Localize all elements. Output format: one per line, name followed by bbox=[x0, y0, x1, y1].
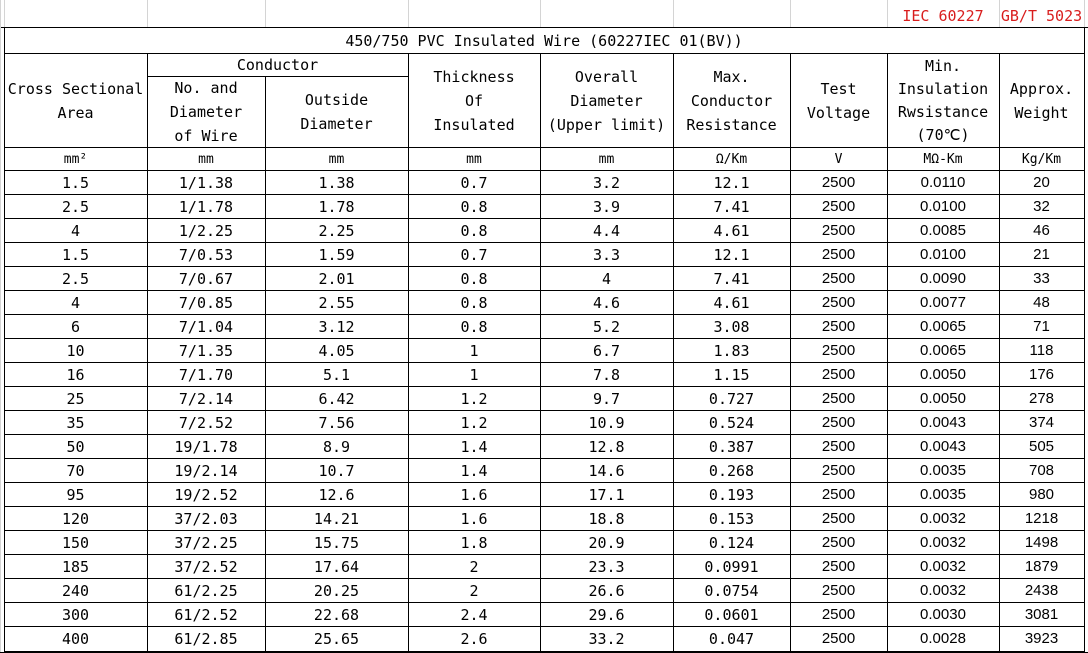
table-cell: 33 bbox=[1033, 269, 1050, 287]
table-cell: 1.59 bbox=[318, 245, 355, 264]
table-cell: 2500 bbox=[821, 245, 856, 263]
table-cell: 2500 bbox=[821, 509, 856, 527]
table-cell: 185 bbox=[61, 557, 90, 576]
table-cell: 1/1.38 bbox=[178, 173, 234, 192]
table-cell: 10.7 bbox=[318, 461, 355, 480]
table-cell: 9.7 bbox=[592, 389, 621, 408]
table-cell: 300 bbox=[61, 605, 90, 624]
table-cell: 0.8 bbox=[460, 269, 488, 288]
table-cell: 2500 bbox=[821, 533, 856, 551]
table-cell: 0.0065 bbox=[920, 317, 966, 335]
table-title: 450/750 PVC Insulated Wire (60227IEC 01(BV)) bbox=[345, 32, 743, 50]
table-cell: 374 bbox=[1028, 413, 1055, 431]
table-cell: 0.0043 bbox=[920, 437, 966, 455]
table-cell: 1.15 bbox=[713, 365, 750, 384]
table-cell: 0.0065 bbox=[920, 341, 966, 359]
table-cell: 61/2.85 bbox=[174, 629, 238, 648]
table-cell: 33.2 bbox=[588, 629, 625, 648]
table-cell: 3.08 bbox=[713, 317, 750, 336]
table-cell: 4 bbox=[70, 293, 81, 312]
table-cell: 23.3 bbox=[588, 557, 625, 576]
table-cell: 1.5 bbox=[61, 173, 90, 192]
unit-cell: mm bbox=[466, 151, 482, 167]
table-cell: 4.61 bbox=[713, 293, 750, 312]
table-cell: 18.8 bbox=[588, 509, 625, 528]
table-cell: 3.3 bbox=[592, 245, 621, 264]
table-cell: 0.727 bbox=[708, 389, 755, 408]
header-thickness-insulated-line: Thickness bbox=[433, 67, 515, 86]
table-cell: 2500 bbox=[821, 389, 856, 407]
table-right-border bbox=[1084, 28, 1085, 652]
table-cell: 7.41 bbox=[713, 269, 750, 288]
table-cell: 2.01 bbox=[318, 269, 355, 288]
table-cell: 7/0.67 bbox=[178, 269, 234, 288]
header-test-voltage-line: Voltage bbox=[806, 103, 871, 122]
header-no-diameter-of-wire bbox=[147, 76, 265, 147]
table-cell: 4 bbox=[601, 269, 612, 288]
table-cell: 0.0110 bbox=[920, 173, 966, 191]
table-cell: 19/2.14 bbox=[174, 461, 238, 480]
table-cell: 0.387 bbox=[708, 437, 755, 456]
header-max-conductor-resistance-line: Conductor bbox=[690, 91, 773, 110]
header-test-voltage-line: Test bbox=[820, 79, 857, 98]
sheet-left-edge bbox=[0, 0, 1, 653]
table-cell: 1/2.25 bbox=[178, 221, 234, 240]
table-cell: 2500 bbox=[821, 581, 856, 599]
table-cell: 1.2 bbox=[460, 389, 488, 408]
table-cell: 1.8 bbox=[460, 533, 488, 552]
header-outside-diameter-line: Diameter bbox=[300, 114, 373, 133]
table-cell: 1498 bbox=[1024, 533, 1059, 551]
header-min-insulation-resistance-line: Min. bbox=[924, 56, 962, 75]
table-cell: 19/2.52 bbox=[174, 485, 238, 504]
table-cell: 4.4 bbox=[592, 221, 621, 240]
table-cell: 22.68 bbox=[313, 605, 360, 624]
table-cell: 3.2 bbox=[592, 173, 621, 192]
table-cell: 240 bbox=[61, 581, 90, 600]
table-cell: 0.0032 bbox=[920, 581, 966, 599]
table-cell: 2500 bbox=[821, 269, 856, 287]
table-cell: 2500 bbox=[821, 605, 856, 623]
header-approx-weight-line: Approx. bbox=[1009, 79, 1074, 98]
table-cell: 61/2.52 bbox=[174, 605, 238, 624]
table-cell: 0.0754 bbox=[704, 581, 759, 600]
table-cell: 3923 bbox=[1024, 629, 1059, 647]
header-thickness-insulated-line: Of bbox=[464, 91, 484, 110]
header-no-diameter-of-wire-line: No. and bbox=[174, 78, 238, 97]
conductor-group-header: Conductor bbox=[236, 56, 319, 74]
table-cell: 0.0032 bbox=[920, 557, 966, 575]
table-cell: 48 bbox=[1033, 293, 1050, 311]
table-cell: 0.0991 bbox=[704, 557, 759, 576]
table-cell: 1879 bbox=[1024, 557, 1059, 575]
table-cell: 7/1.35 bbox=[178, 341, 234, 360]
header-no-diameter-of-wire-line: Diameter bbox=[169, 102, 243, 121]
table-cell: 2500 bbox=[821, 341, 856, 359]
table-cell: 7.8 bbox=[592, 365, 621, 384]
table-cell: 2 bbox=[469, 557, 479, 576]
table-cell: 2.55 bbox=[318, 293, 355, 312]
table-cell: 95 bbox=[66, 485, 85, 504]
unit-cell: mm bbox=[598, 151, 615, 167]
table-cell: 25 bbox=[66, 389, 85, 408]
table-cell: 14.21 bbox=[313, 509, 360, 528]
table-cell: 4.61 bbox=[713, 221, 750, 240]
header-max-conductor-resistance bbox=[673, 54, 790, 147]
table-cell: 0.0030 bbox=[920, 605, 966, 623]
table-cell: 1.6 bbox=[460, 485, 488, 504]
standard-iec-label: IEC 60227 bbox=[902, 7, 984, 25]
cell-gridline bbox=[265, 0, 266, 28]
table-cell: 0.524 bbox=[708, 413, 755, 432]
header-min-insulation-resistance-line: (70℃) bbox=[916, 125, 970, 144]
table-cell: 7/0.53 bbox=[178, 245, 234, 264]
unit-cell: mm² bbox=[63, 151, 88, 167]
cell-gridline bbox=[540, 0, 541, 28]
table-cell: 0.0028 bbox=[920, 629, 966, 647]
table-cell: 71 bbox=[1033, 317, 1050, 335]
table-cell: 6.7 bbox=[592, 341, 621, 360]
table-cell: 176 bbox=[1028, 365, 1055, 383]
header-test-voltage bbox=[790, 54, 887, 147]
table-cell: 2500 bbox=[821, 485, 856, 503]
table-cell: 17.64 bbox=[313, 557, 360, 576]
table-cell: 25.65 bbox=[313, 629, 360, 648]
table-cell: 0.8 bbox=[460, 293, 488, 312]
table-cell: 12.6 bbox=[318, 485, 355, 504]
table-cell: 4.6 bbox=[592, 293, 621, 312]
table-cell: 1.4 bbox=[460, 437, 488, 456]
table-cell: 0.0032 bbox=[920, 509, 966, 527]
table-cell: 2438 bbox=[1024, 581, 1059, 599]
table-cell: 0.0090 bbox=[920, 269, 966, 287]
table-cell: 0.8 bbox=[460, 221, 488, 240]
table-cell: 50 bbox=[66, 437, 85, 456]
header-approx-weight bbox=[999, 54, 1084, 147]
table-cell: 3.12 bbox=[318, 317, 355, 336]
header-cross-sectional-area bbox=[4, 54, 147, 147]
table-cell: 2500 bbox=[821, 629, 856, 647]
table-cell: 2.6 bbox=[460, 629, 488, 648]
table-cell: 0.0032 bbox=[920, 533, 966, 551]
table-cell: 12.1 bbox=[713, 173, 750, 192]
unit-cell: Kg/Km bbox=[1021, 151, 1062, 167]
header-max-conductor-resistance-line: Resistance bbox=[686, 115, 777, 134]
header-min-insulation-resistance-line: Rwsistance bbox=[897, 102, 989, 121]
table-cell: 15.75 bbox=[313, 533, 360, 552]
table-cell: 21 bbox=[1033, 245, 1050, 263]
table-cell: 2500 bbox=[821, 437, 856, 455]
table-cell: 150 bbox=[61, 533, 90, 552]
table-cell: 1.38 bbox=[318, 173, 355, 192]
table-cell: 37/2.03 bbox=[174, 509, 238, 528]
table-cell: 3.9 bbox=[592, 197, 621, 216]
table-cell: 16 bbox=[66, 365, 85, 384]
table-cell: 2500 bbox=[821, 557, 856, 575]
table-cell: 70 bbox=[66, 461, 85, 480]
table-cell: 7/1.04 bbox=[178, 317, 234, 336]
table-cell: 0.0100 bbox=[920, 197, 966, 215]
table-cell: 46 bbox=[1033, 221, 1050, 239]
table-cell: 20 bbox=[1033, 173, 1050, 191]
table-cell: 0.0035 bbox=[920, 461, 966, 479]
table-cell: 35 bbox=[66, 413, 85, 432]
table-cell: 10 bbox=[66, 341, 85, 360]
table-cell: 4.05 bbox=[318, 341, 355, 360]
header-approx-weight-line: Weight bbox=[1014, 103, 1069, 122]
table-cell: 7.56 bbox=[318, 413, 355, 432]
table-cell: 1 bbox=[469, 365, 479, 384]
table-cell: 0.0077 bbox=[920, 293, 966, 311]
table-cell: 8.9 bbox=[322, 437, 351, 456]
cell-gridline bbox=[408, 0, 409, 28]
table-cell: 19/1.78 bbox=[174, 437, 238, 456]
table-cell: 0.0035 bbox=[920, 485, 966, 503]
table-cell: 0.124 bbox=[708, 533, 755, 552]
header-thickness-insulated bbox=[408, 54, 540, 147]
table-cell: 0.0601 bbox=[704, 605, 759, 624]
table-cell: 2500 bbox=[821, 221, 856, 239]
table-cell: 6 bbox=[70, 317, 81, 336]
table-cell: 29.6 bbox=[588, 605, 625, 624]
table-cell: 0.047 bbox=[708, 629, 755, 648]
table-cell: 1 bbox=[469, 341, 479, 360]
table-cell: 4 bbox=[70, 221, 81, 240]
unit-cell: mm bbox=[328, 151, 345, 167]
table-cell: 2500 bbox=[821, 365, 856, 383]
table-cell: 0.193 bbox=[708, 485, 755, 504]
table-cell: 0.0050 bbox=[920, 389, 966, 407]
cell-gridline bbox=[1084, 0, 1085, 28]
table-cell: 32 bbox=[1033, 197, 1050, 215]
table-cell: 1.83 bbox=[713, 341, 750, 360]
header-outside-diameter-line: Outside bbox=[304, 90, 369, 109]
table-cell: 1.2 bbox=[460, 413, 488, 432]
table-cell: 37/2.25 bbox=[174, 533, 238, 552]
header-min-insulation-resistance-line: Insulation bbox=[897, 79, 989, 98]
header-overall-diameter-line: (Upper limit) bbox=[547, 115, 666, 134]
table-cell: 1.4 bbox=[460, 461, 488, 480]
table-cell: 6.42 bbox=[318, 389, 355, 408]
table-cell: 0.268 bbox=[708, 461, 755, 480]
table-cell: 0.0085 bbox=[920, 221, 966, 239]
header-max-conductor-resistance-line: Max. bbox=[713, 67, 750, 86]
table-cell: 505 bbox=[1028, 437, 1055, 455]
table-cell: 2.25 bbox=[318, 221, 355, 240]
header-no-diameter-of-wire-line: of Wire bbox=[174, 126, 238, 145]
unit-cell: mm bbox=[198, 151, 214, 167]
table-cell: 278 bbox=[1028, 389, 1055, 407]
header-cross-sectional-area-line: Area bbox=[57, 103, 94, 122]
table-cell: 0.0100 bbox=[920, 245, 966, 263]
cell-gridline bbox=[147, 0, 148, 28]
table-cell: 7/2.14 bbox=[178, 389, 234, 408]
table-cell: 12.1 bbox=[713, 245, 750, 264]
table-cell: 2500 bbox=[821, 173, 856, 191]
table-cell: 0.153 bbox=[708, 509, 755, 528]
table-cell: 1.6 bbox=[460, 509, 488, 528]
unit-cell: MΩ-Km bbox=[923, 151, 963, 167]
table-cell: 37/2.52 bbox=[174, 557, 238, 576]
table-cell: 2500 bbox=[821, 197, 856, 215]
table-cell: 7/0.85 bbox=[178, 293, 234, 312]
table-cell: 0.7 bbox=[460, 173, 488, 192]
table-cell: 17.1 bbox=[588, 485, 625, 504]
table-cell: 0.8 bbox=[460, 197, 488, 216]
header-overall-diameter-line: Overall bbox=[574, 67, 639, 86]
table-cell: 0.7 bbox=[460, 245, 488, 264]
table-cell: 14.6 bbox=[588, 461, 625, 480]
table-cell: 0.0050 bbox=[920, 365, 966, 383]
table-cell: 2 bbox=[469, 581, 479, 600]
table-cell: 10.9 bbox=[588, 413, 625, 432]
unit-cell: Ω/Km bbox=[715, 151, 748, 167]
standard-gbt-label: GB/T 5023 bbox=[1000, 7, 1083, 25]
table-cell: 0.0043 bbox=[920, 413, 966, 431]
table-cell: 2.5 bbox=[61, 197, 90, 216]
cell-gridline bbox=[4, 0, 5, 28]
header-min-insulation-resistance bbox=[887, 54, 999, 147]
table-cell: 2.5 bbox=[61, 269, 90, 288]
table-cell: 5.1 bbox=[322, 365, 351, 384]
table-cell: 26.6 bbox=[588, 581, 625, 600]
cell-gridline bbox=[673, 0, 674, 28]
table-cell: 2500 bbox=[821, 413, 856, 431]
table-cell: 2.4 bbox=[460, 605, 488, 624]
table-cell: 2500 bbox=[821, 317, 856, 335]
table-cell: 20.25 bbox=[313, 581, 360, 600]
table-cell: 2500 bbox=[821, 461, 856, 479]
header-outside-diameter bbox=[265, 76, 408, 147]
table-cell: 7/2.52 bbox=[178, 413, 234, 432]
table-cell: 5.2 bbox=[592, 317, 621, 336]
table-cell: 61/2.25 bbox=[174, 581, 238, 600]
table-cell: 1.5 bbox=[61, 245, 90, 264]
table-cell: 708 bbox=[1028, 461, 1055, 479]
table-cell: 2500 bbox=[821, 293, 856, 311]
table-cell: 7.41 bbox=[713, 197, 750, 216]
table-cell: 7/1.70 bbox=[178, 365, 234, 384]
table-cell: 118 bbox=[1029, 341, 1054, 359]
table-cell: 3081 bbox=[1024, 605, 1059, 623]
table-cell: 400 bbox=[61, 629, 90, 648]
unit-cell: V bbox=[834, 151, 843, 167]
header-thickness-insulated-line: Insulated bbox=[433, 115, 515, 134]
table-cell: 1218 bbox=[1024, 509, 1059, 527]
table-cell: 980 bbox=[1028, 485, 1055, 503]
cell-gridline bbox=[790, 0, 791, 28]
header-overall-diameter bbox=[540, 54, 673, 147]
table-cell: 20.9 bbox=[588, 533, 625, 552]
table-cell: 1.78 bbox=[318, 197, 355, 216]
table-cell: 1/1.78 bbox=[178, 197, 234, 216]
table-cell: 12.8 bbox=[588, 437, 625, 456]
table-cell: 0.8 bbox=[460, 317, 488, 336]
header-overall-diameter-line: Diameter bbox=[570, 91, 643, 110]
table-cell: 120 bbox=[61, 509, 90, 528]
header-cross-sectional-area-line: Cross Sectional bbox=[7, 79, 144, 98]
